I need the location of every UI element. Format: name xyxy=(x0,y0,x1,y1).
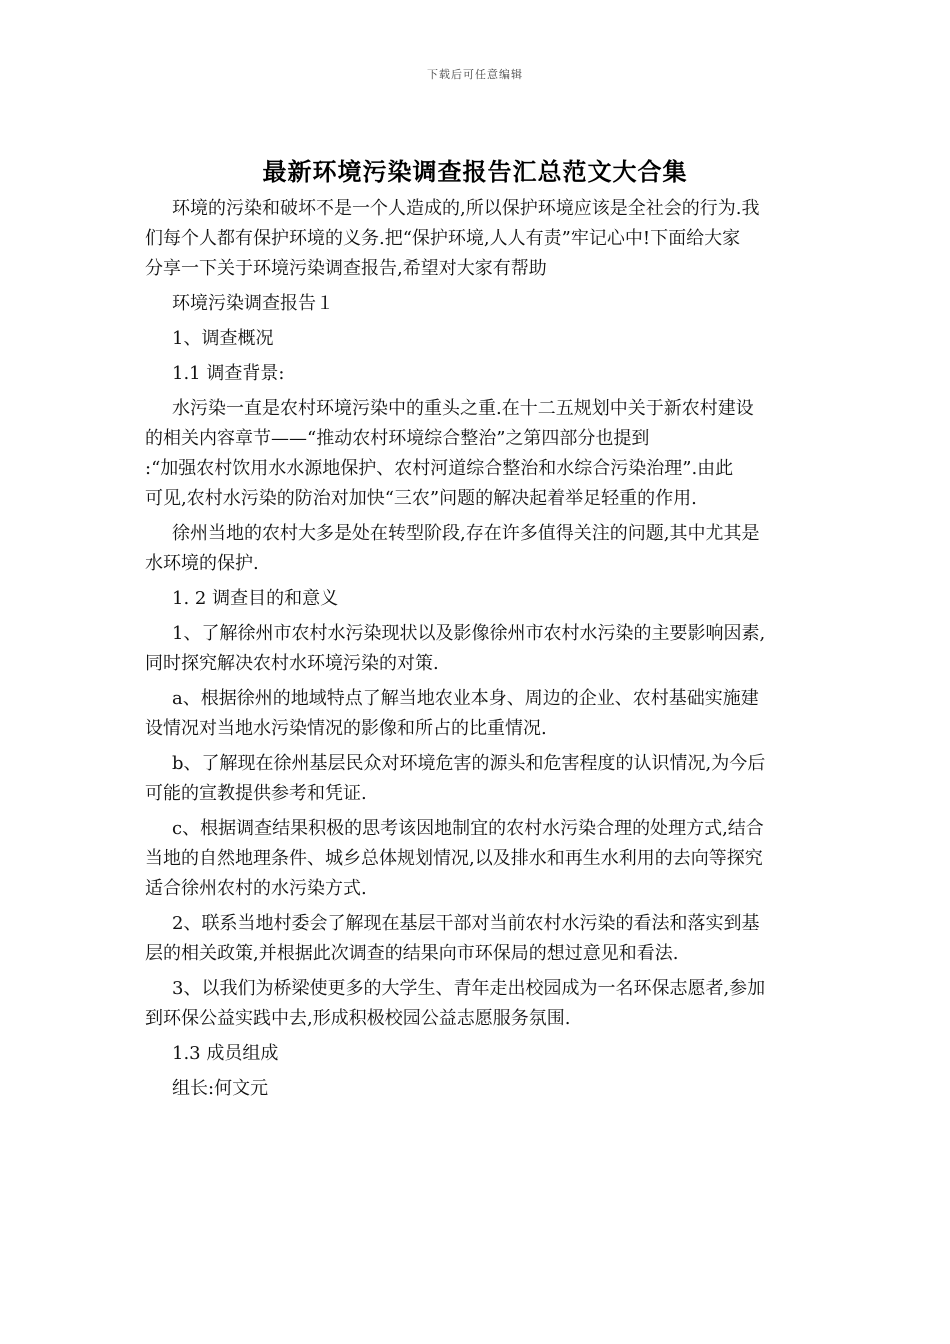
paragraph-line: c、根据调查结果积极的思考该因地制宜的农村水污染合理的处理方式,结合 xyxy=(172,818,764,839)
paragraph-line: 环境污染调查报告１ xyxy=(172,293,334,314)
paragraph-line: 到环保公益实践中去,形成积极校园公益志愿服务氛围. xyxy=(145,1008,571,1029)
body-paragraph xyxy=(145,1074,810,1104)
paragraph-line: 1.3 成员组成 xyxy=(172,1043,279,1064)
paragraph-line: 组长:何文元 xyxy=(172,1078,269,1099)
header-note: 下载后可任意编辑 xyxy=(427,68,523,81)
body-paragraph xyxy=(145,619,810,679)
paragraph-line: 可能的宣教提供参考和凭证. xyxy=(145,783,367,804)
body-paragraph xyxy=(145,749,810,809)
paragraph-line: :“加强农村饮用水水源地保护、农村河道综合整治和水综合污染治理”.由此 xyxy=(145,458,734,479)
paragraph-line: 们每个人都有保护环境的义务.把“保护环境,人人有责”牢记心中!下面给大家 xyxy=(145,228,741,249)
body-paragraph xyxy=(145,814,810,904)
paragraph-line: 1、了解徐州市农村水污染现状以及影像徐州市农村水污染的主要影响因素, xyxy=(172,623,766,644)
paragraph-line: 环境的污染和破坏不是一个人造成的,所以保护环境应该是全社会的行为.我 xyxy=(172,198,760,219)
body-paragraph xyxy=(145,584,810,614)
body-paragraph xyxy=(145,519,810,579)
body-paragraph xyxy=(145,289,810,319)
body-paragraph xyxy=(145,194,810,284)
body-paragraph xyxy=(145,394,810,514)
paragraph-line: 当地的自然地理条件、城乡总体规划情况,以及排水和再生水利用的去向等探究 xyxy=(145,848,763,869)
paragraph-line: 水环境的保护. xyxy=(145,553,259,574)
document-body xyxy=(145,194,810,1109)
paragraph-line: 3、以我们为桥梁使更多的大学生、青年走出校园成为一名环保志愿者,参加 xyxy=(172,978,766,999)
paragraph-line: 分享一下关于环境污染调查报告,希望对大家有帮助 xyxy=(145,258,547,279)
paragraph-line: 层的相关政策,并根据此次调查的结果向市环保局的想过意见和看法. xyxy=(145,943,679,964)
body-paragraph xyxy=(145,324,810,354)
body-paragraph xyxy=(145,974,810,1034)
paragraph-line: 可见,农村水污染的防治对加快“三农”问题的解决起着举足轻重的作用. xyxy=(145,488,697,509)
body-paragraph xyxy=(145,359,810,389)
paragraph-line: 同时探究解决农村水环境污染的对策. xyxy=(145,653,439,674)
paragraph-line: 的相关内容章节——“推动农村环境综合整治”之第四部分也提到 xyxy=(145,428,650,449)
paragraph-line: 1、调查概况 xyxy=(172,328,274,349)
paragraph-line: 1. 2 调查目的和意义 xyxy=(172,588,339,609)
paragraph-line: 适合徐州农村的水污染方式. xyxy=(145,878,367,899)
paragraph-line: 水污染一直是农村环境污染中的重头之重.在十二五规划中关于新农村建设 xyxy=(172,398,754,419)
body-paragraph xyxy=(145,684,810,744)
paragraph-line: b、了解现在徐州基层民众对环境危害的源头和危害程度的认识情况,为今后 xyxy=(172,753,766,774)
paragraph-line: 设情况对当地水污染情况的影像和所占的比重情况. xyxy=(145,718,547,739)
body-paragraph xyxy=(145,909,810,969)
body-paragraph xyxy=(145,1039,810,1069)
paragraph-line: a、根据徐州的地域特点了解当地农业本身、周边的企业、农村基础实施建 xyxy=(172,688,759,709)
paragraph-line: 1.1 调查背景: xyxy=(172,363,285,384)
paragraph-line: 2、联系当地村委会了解现在基层干部对当前农村水污染的看法和落实到基 xyxy=(172,913,760,934)
document-title: 最新环境污染调查报告汇总范文大合集 xyxy=(262,157,688,186)
paragraph-line: 徐州当地的农村大多是处在转型阶段,存在许多值得关注的问题,其中尤其是 xyxy=(172,523,760,544)
